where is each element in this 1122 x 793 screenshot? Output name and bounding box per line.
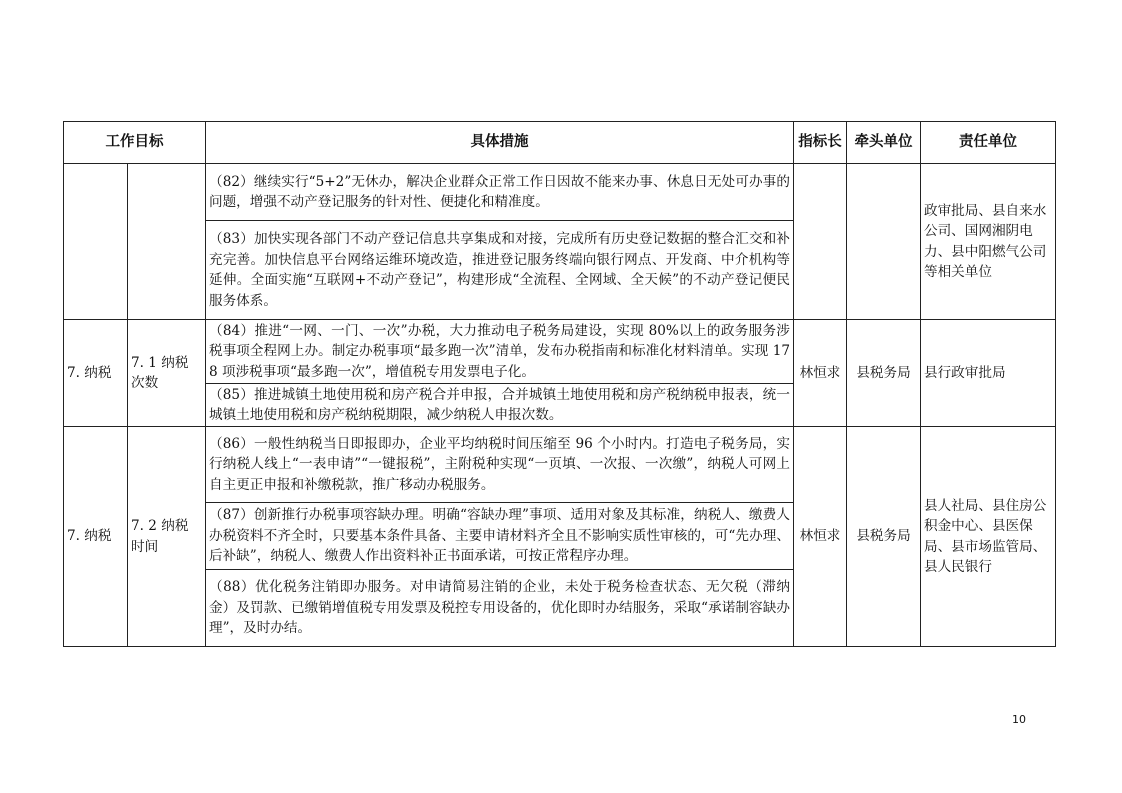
- resp-unit-cell: 政审批局、县自来水公司、国网湘阴电力、县中阳燃气公司等相关单位: [921, 164, 1056, 320]
- header-lead-indicator: 指标长: [794, 122, 847, 164]
- sub-goal-cell: 7. 1 纳税次数: [128, 320, 206, 427]
- table-header-row: [64, 122, 1056, 164]
- table-row: [64, 320, 1056, 384]
- page-number: 10: [1012, 713, 1026, 726]
- lead-cell-empty: [794, 164, 847, 320]
- measure-83: （83）加快实现各部门不动产登记信息共享集成和对接，完成所有历史登记数据的整合汇交和补充完善。加快信息平台网络运维环境改造，推进登记服务终端向银行网点、开发商、中介机构等延伸。全面实施“互联网+不动产登记”，构建形成“全流程、全网域、全天候”的不动产登记便民服务体系。: [206, 221, 794, 320]
- table-row: [64, 427, 1056, 503]
- measure-88: （88）优化税务注销即办服务。对申请简易注销的企业，未处于税务检查状态、无欠税（滞纳金）及罚款、已缴销增值税专用发票及税控专用设备的，优化即时办结服务，采取“承诺制容缺办理”，及时办结。: [206, 570, 794, 647]
- goal-cell: 7. 纳税: [64, 427, 128, 647]
- goal-cell-empty: [64, 164, 128, 320]
- resp-unit-cell: 县行政审批局: [921, 320, 1056, 427]
- resp-unit-cell: 县人社局、县住房公积金中心、县医保局、县市场监管局、县人民银行: [921, 427, 1056, 647]
- measure-82: （82）继续实行“5+2”无休办，解决企业群众正常工作日因故不能来办事、休息日无处可办事的问题，增强不动产登记服务的针对性、便捷化和精准度。: [206, 164, 794, 221]
- sub-goal-cell-empty: [128, 164, 206, 320]
- header-goal: 工作目标: [64, 122, 206, 164]
- header-resp-unit: 责任单位: [921, 122, 1056, 164]
- unit-cell: 县税务局: [847, 427, 921, 647]
- lead-cell: 林恒求: [794, 320, 847, 427]
- unit-cell-empty: [847, 164, 921, 320]
- header-measures: 具体措施: [206, 122, 794, 164]
- table-row: [64, 164, 1056, 221]
- lead-cell: 林恒求: [794, 427, 847, 647]
- measure-87: （87）创新推行办税事项容缺办理。明确“容缺办理”事项、适用对象及其标准，纳税人、缴费人办税资料不齐全时，只要基本条件具备、主要申请材料齐全且不影响实质性审核的，可“先办理、后补缺”，纳税人、缴费人作出资料补正书面承诺，可按正常程序办理。: [206, 503, 794, 570]
- sub-goal-cell: 7. 2 纳税时间: [128, 427, 206, 647]
- measure-84: （84）推进“一网、一门、一次”办税，大力推动电子税务局建设，实现 80%以上的政务服务涉税事项全程网上办。制定办税事项“最多跑一次”清单，发布办税指南和标准化材料清单。实现 178 项涉税事项“最多跑一次”，增值税专用发票电子化。: [206, 320, 794, 384]
- header-lead-unit: 牵头单位: [847, 122, 921, 164]
- goal-cell: 7. 纳税: [64, 320, 128, 427]
- measures-table: [63, 121, 1056, 647]
- measure-86: （86）一般性纳税当日即报即办，企业平均纳税时间压缩至 96 个小时内。打造电子税务局，实行纳税人线上“一表申请”“一键报税”，主附税种实现“一页填、一次报、一次缴”，纳税人可网上自主更正申报和补缴税款，推广移动办税服务。: [206, 427, 794, 503]
- unit-cell: 县税务局: [847, 320, 921, 427]
- measure-85: （85）推进城镇土地使用税和房产税合并申报，合并城镇土地使用税和房产税纳税申报表，统一城镇土地使用税和房产税纳税期限，减少纳税人申报次数。: [206, 384, 794, 427]
